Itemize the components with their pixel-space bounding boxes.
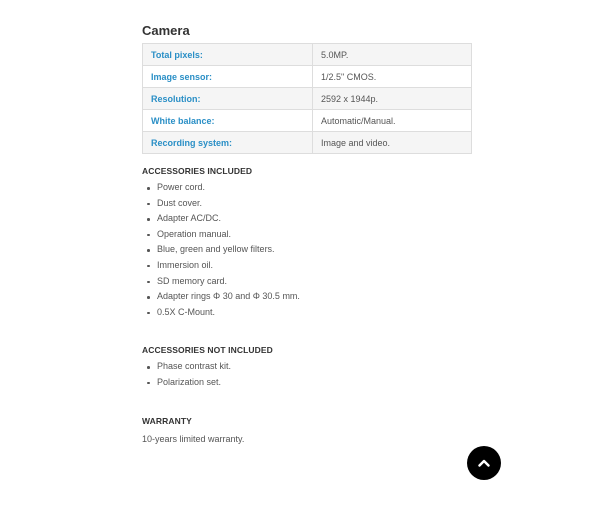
accessories-included-list: [142, 180, 300, 320]
list-item: Power cord.: [142, 180, 300, 196]
camera-specs-table: [142, 43, 472, 154]
accessories-not-included-heading: ACCESSORIES NOT INCLUDED: [142, 345, 273, 355]
list-item: Dust cover.: [142, 196, 300, 212]
list-item: Phase contrast kit.: [142, 359, 231, 375]
back-to-top-button[interactable]: [467, 446, 501, 480]
list-item: SD memory card.: [142, 274, 300, 290]
list-item: Adapter rings Φ 30 and Φ 30.5 mm.: [142, 289, 300, 305]
table-row: [143, 88, 472, 110]
list-item: Immersion oil.: [142, 258, 300, 274]
chevron-up-icon: [478, 459, 490, 467]
list-item: Operation manual.: [142, 227, 300, 243]
spec-value: Automatic/Manual.: [313, 110, 472, 132]
warranty-text: 10-years limited warranty.: [142, 434, 245, 444]
spec-value: 2592 x 1944p.: [313, 88, 472, 110]
warranty-heading: WARRANTY: [142, 416, 192, 426]
table-row: [143, 110, 472, 132]
spec-label: Resolution:: [143, 88, 313, 110]
list-item: Blue, green and yellow filters.: [142, 242, 300, 258]
spec-label: Image sensor:: [143, 66, 313, 88]
table-row: [143, 66, 472, 88]
spec-value: 5.0MP.: [313, 44, 472, 66]
camera-section: [142, 22, 472, 154]
camera-title: Camera: [142, 23, 190, 38]
list-item: Adapter AC/DC.: [142, 211, 300, 227]
accessories-not-included-list: [142, 359, 231, 390]
spec-value: 1/2.5" CMOS.: [313, 66, 472, 88]
spec-label: White balance:: [143, 110, 313, 132]
list-item: 0.5X C-Mount.: [142, 305, 300, 321]
spec-label: Total pixels:: [143, 44, 313, 66]
table-row: [143, 44, 472, 66]
spec-value: Image and video.: [313, 132, 472, 154]
table-row: [143, 132, 472, 154]
accessories-included-heading: ACCESSORIES INCLUDED: [142, 166, 253, 176]
spec-label: Recording system:: [143, 132, 313, 154]
list-item: Polarization set.: [142, 375, 231, 391]
